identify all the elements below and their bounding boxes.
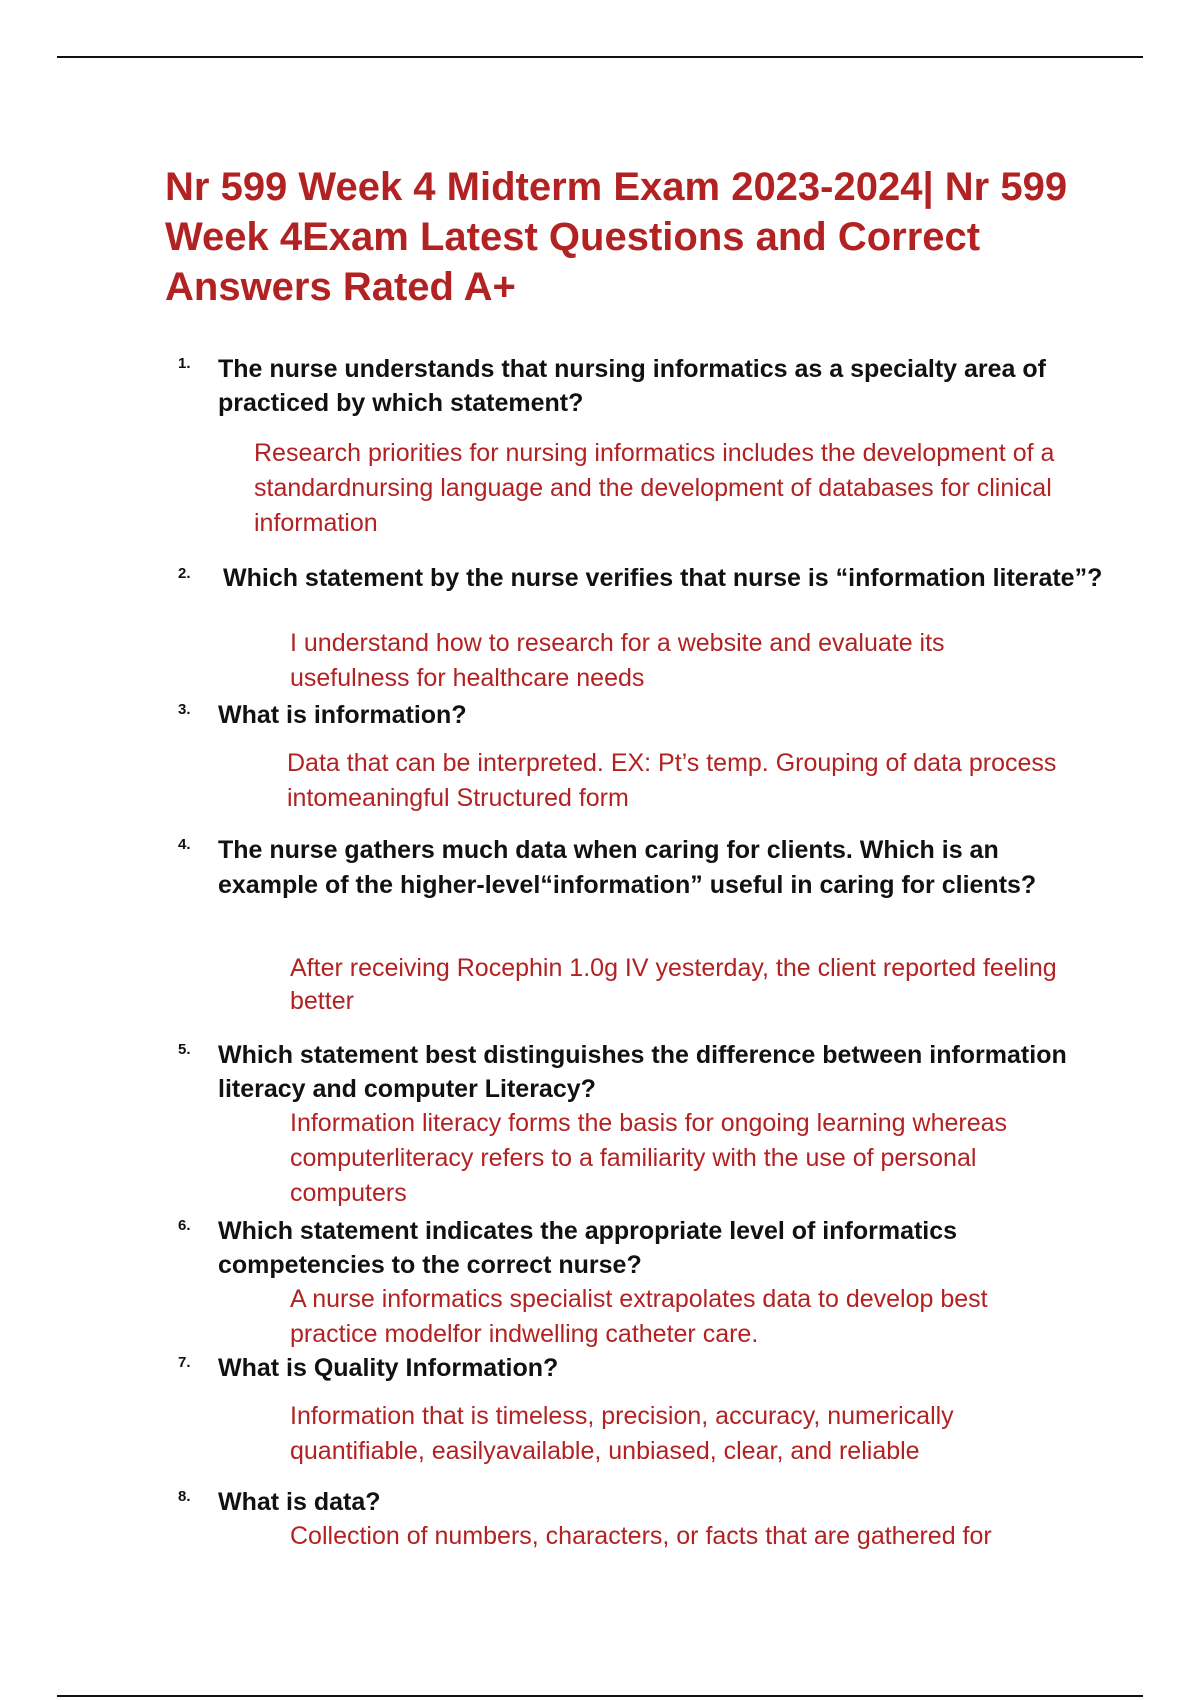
question-text: What is information? bbox=[218, 701, 467, 729]
question-text: The nurse gathers much data when caring for clients. Which is an example of the higher-level“information” useful in caring for clients? bbox=[218, 836, 1037, 899]
question-number: 5. bbox=[178, 1041, 191, 1058]
question-number: 6. bbox=[178, 1217, 191, 1234]
answer-text: Data that can be interpreted. EX: Pt’s temp. Grouping of data process intomeaningful Structured form bbox=[287, 749, 1057, 812]
question-text: What is data? bbox=[218, 1488, 381, 1516]
answer-text: Information literacy forms the basis for ongoing learning whereas computerliteracy refers to a familiarity with the use of personal computers bbox=[290, 1109, 1008, 1207]
answer-text: After receiving Rocephin 1.0g IV yesterday, the client reported feeling better bbox=[290, 954, 1057, 1015]
question-number: 7. bbox=[178, 1354, 191, 1371]
question-number: 1. bbox=[178, 355, 191, 372]
document-title: Nr 599 Week 4 Midterm Exam 2023-2024| Nr 599 Week 4Exam Latest Questions and Correct Answers Rated A+ bbox=[165, 165, 1068, 309]
question-text: What is Quality Information? bbox=[218, 1354, 559, 1382]
answer-text: Research priorities for nursing informatics includes the development of a standardnursing language and the development of databases for clinical information bbox=[254, 439, 1055, 537]
answer-text: A nurse informatics specialist extrapolates data to develop best practice modelfor indwelling catheter care. bbox=[290, 1285, 988, 1348]
question-number: 4. bbox=[178, 836, 191, 853]
top-rule bbox=[57, 56, 1143, 58]
answer-text: I understand how to research for a website and evaluate its usefulness for healthcare needs bbox=[290, 629, 945, 692]
question-text: Which statement by the nurse verifies that nurse is “information literate”? bbox=[223, 564, 1103, 592]
answer-text: Information that is timeless, precision, accuracy, numerically quantifiable, easilyavailable, unbiased, clear, and reliable bbox=[290, 1402, 954, 1465]
question-number: 8. bbox=[178, 1488, 191, 1505]
question-text: Which statement indicates the appropriate level of informatics competencies to the correct nurse? bbox=[218, 1217, 958, 1279]
question-number: 3. bbox=[178, 701, 191, 718]
question-text: The nurse understands that nursing informatics as a specialty area of practiced by which statement? bbox=[218, 355, 1047, 417]
question-text: Which statement best distinguishes the difference between information literacy and computer Literacy? bbox=[218, 1041, 1067, 1103]
question-number: 2. bbox=[178, 565, 191, 582]
bottom-rule bbox=[57, 1695, 1143, 1697]
answer-text: Collection of numbers, characters, or facts that are gathered for bbox=[290, 1522, 992, 1550]
